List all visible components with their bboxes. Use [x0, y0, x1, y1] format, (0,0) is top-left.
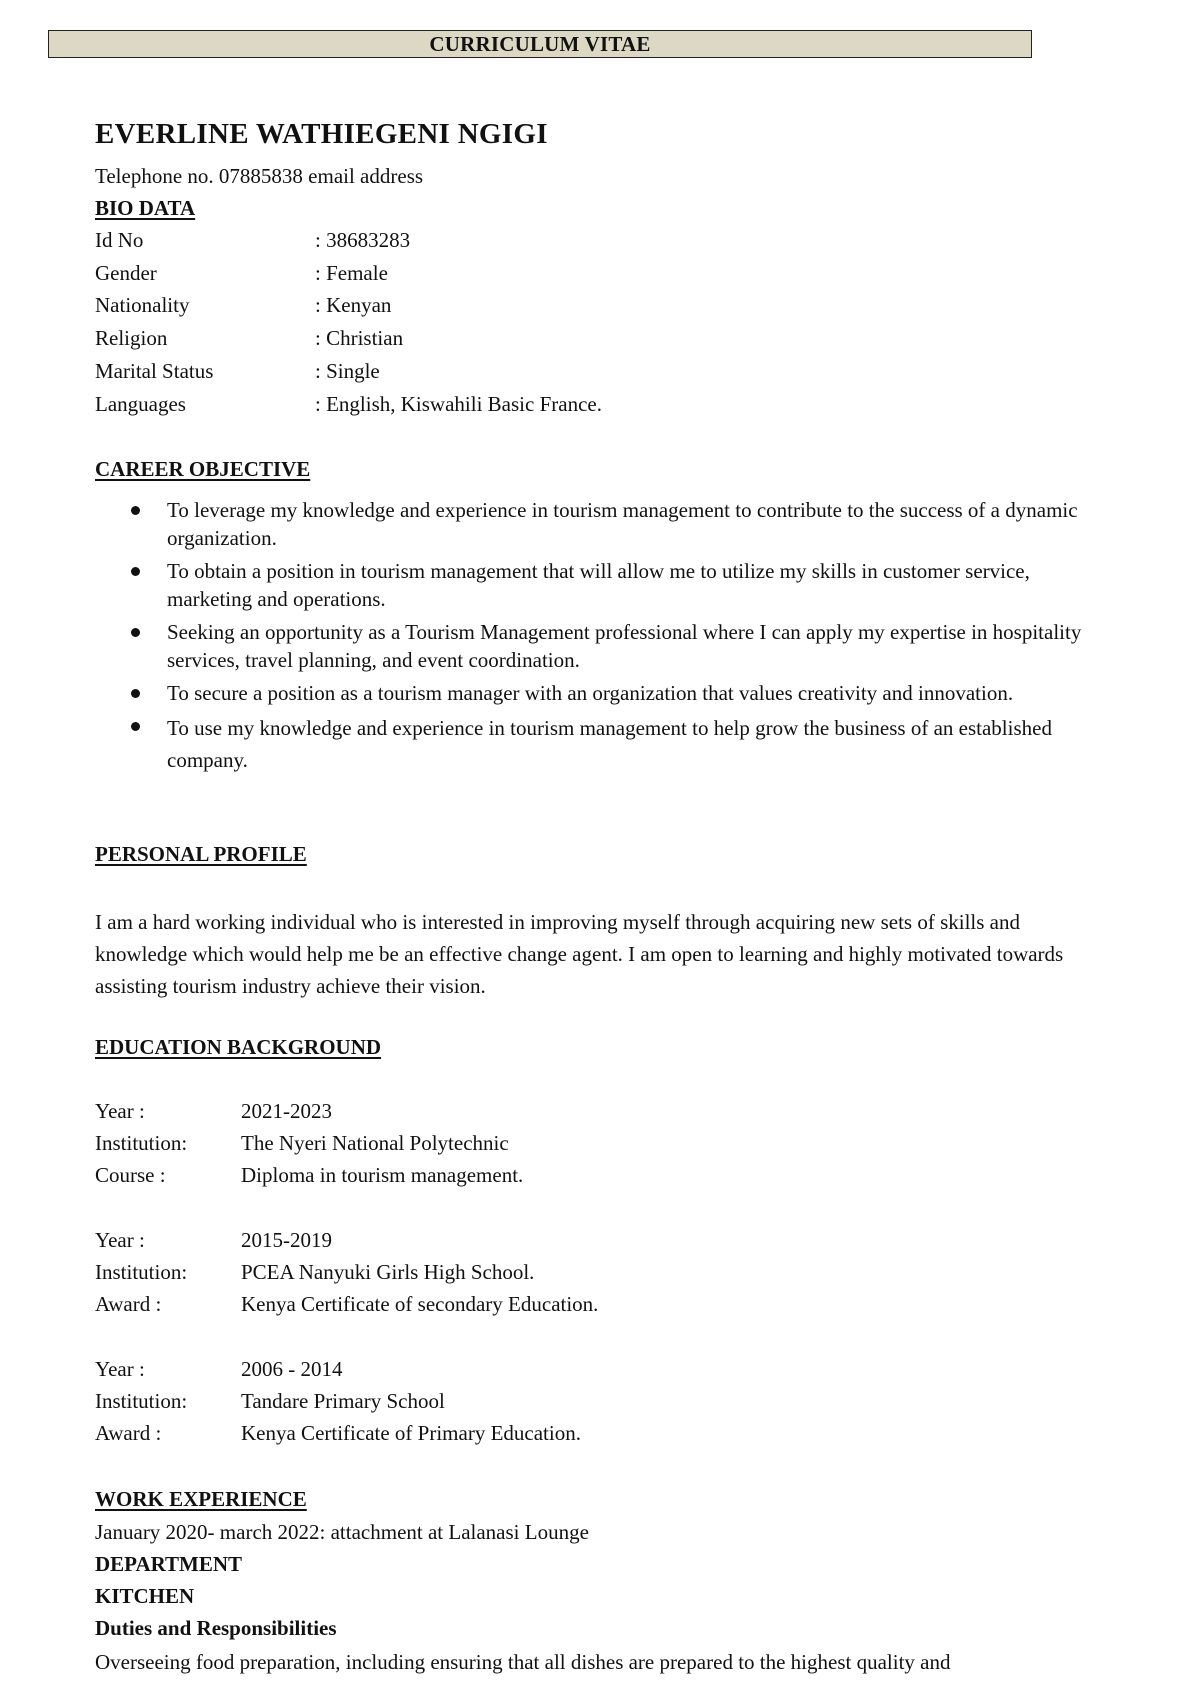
bullet-icon [131, 506, 140, 515]
personal-profile-text: I am a hard working individual who is interested in improving myself through acquiring new sets of skills and knowledge which would help me be an effective change agent. I am open to learning and highly motivated towards assisting tourism industry achieve their vision. [95, 910, 1064, 998]
edu-row [95, 1163, 995, 1191]
bio-label: Languages [95, 392, 186, 416]
bullet-icon [131, 567, 140, 576]
edu-row [95, 1228, 995, 1256]
bio-data-heading: BIO DATA [95, 196, 196, 220]
edu-value: Diploma in tourism management. [241, 1163, 524, 1187]
objective-text: To use my knowledge and experience in tourism management to help grow the business of an established company. [167, 716, 1052, 772]
objective-text: To obtain a position in tourism management that will allow me to utilize my skills in customer service, marketing and operations. [167, 559, 1030, 611]
bio-value: : 38683283 [315, 228, 411, 252]
bio-value: : Single [315, 359, 380, 383]
edu-value: 2015-2019 [241, 1228, 332, 1252]
career-objective-list [95, 496, 1105, 776]
bio-value: : Kenyan [315, 293, 392, 317]
bullet-icon [131, 628, 140, 637]
edu-label: Institution: [95, 1131, 188, 1155]
edu-row [95, 1099, 995, 1127]
candidate-name: EVERLINE WATHIEGENI NGIGI [95, 118, 548, 150]
edu-row [95, 1131, 995, 1159]
department-value: KITCHEN [95, 1584, 195, 1608]
edu-row [95, 1421, 995, 1449]
edu-row [95, 1292, 995, 1320]
list-item [95, 557, 1105, 613]
objective-text: To secure a position as a tourism manager with an organization that values creativity and innovation. [167, 681, 1014, 705]
edu-value: 2006 - 2014 [241, 1357, 343, 1381]
list-item [95, 679, 1105, 707]
department-label: DEPARTMENT [95, 1552, 243, 1576]
bullet-icon [131, 689, 140, 698]
bio-value: : Christian [315, 326, 404, 350]
list-item [95, 712, 1105, 776]
edu-label: Award : [95, 1421, 162, 1445]
bio-label: Religion [95, 326, 168, 350]
duties-text: Overseeing food preparation, including ensuring that all dishes are prepared to the highest quality and [95, 1650, 951, 1674]
work-period: January 2020- march 2022: attachment at Lalanasi Lounge [95, 1520, 589, 1544]
bio-row-id [95, 228, 995, 256]
objective-text: Seeking an opportunity as a Tourism Management professional where I can apply my expertise in hospitality services, travel planning, and event coordination. [167, 620, 1082, 672]
edu-row [95, 1389, 995, 1417]
edu-label: Institution: [95, 1389, 188, 1413]
bio-row-religion [95, 326, 995, 354]
edu-label: Course : [95, 1163, 166, 1187]
edu-label: Year : [95, 1099, 145, 1123]
edu-label: Award : [95, 1292, 162, 1316]
edu-value: The Nyeri National Polytechnic [241, 1131, 509, 1155]
career-objective-heading: CAREER OBJECTIVE [95, 457, 311, 481]
list-item [95, 618, 1105, 674]
edu-label: Institution: [95, 1260, 188, 1284]
edu-value: Kenya Certificate of secondary Education. [241, 1292, 599, 1316]
contact-line: Telephone no. 07885838 email address [95, 164, 424, 188]
work-experience-heading: WORK EXPERIENCE [95, 1487, 307, 1511]
edu-value: Kenya Certificate of Primary Education. [241, 1421, 581, 1445]
bio-row-languages [95, 392, 995, 420]
bio-value: : English, Kiswahili Basic France. [315, 392, 602, 416]
bio-row-marital-status [95, 359, 995, 387]
bullet-icon [131, 722, 140, 731]
bio-value: : Female [315, 261, 388, 285]
bio-label: Marital Status [95, 359, 214, 383]
bio-label: Nationality [95, 293, 190, 317]
list-item [95, 496, 1105, 552]
cv-title-banner: CURRICULUM VITAE [48, 30, 1032, 58]
bio-label: Id No [95, 228, 144, 252]
bio-row-nationality [95, 293, 995, 321]
edu-row [95, 1260, 995, 1288]
edu-value: PCEA Nanyuki Girls High School. [241, 1260, 535, 1284]
edu-label: Year : [95, 1357, 145, 1381]
edu-row [95, 1357, 995, 1385]
edu-value: 2021-2023 [241, 1099, 332, 1123]
bio-label: Gender [95, 261, 157, 285]
duties-heading: Duties and Responsibilities [95, 1616, 337, 1640]
education-heading: EDUCATION BACKGROUND [95, 1035, 382, 1059]
edu-value: Tandare Primary School [241, 1389, 445, 1413]
edu-label: Year : [95, 1228, 145, 1252]
personal-profile-heading: PERSONAL PROFILE [95, 842, 307, 866]
bio-row-gender [95, 261, 995, 289]
objective-text: To leverage my knowledge and experience in tourism management to contribute to the success of a dynamic organization. [167, 498, 1078, 550]
